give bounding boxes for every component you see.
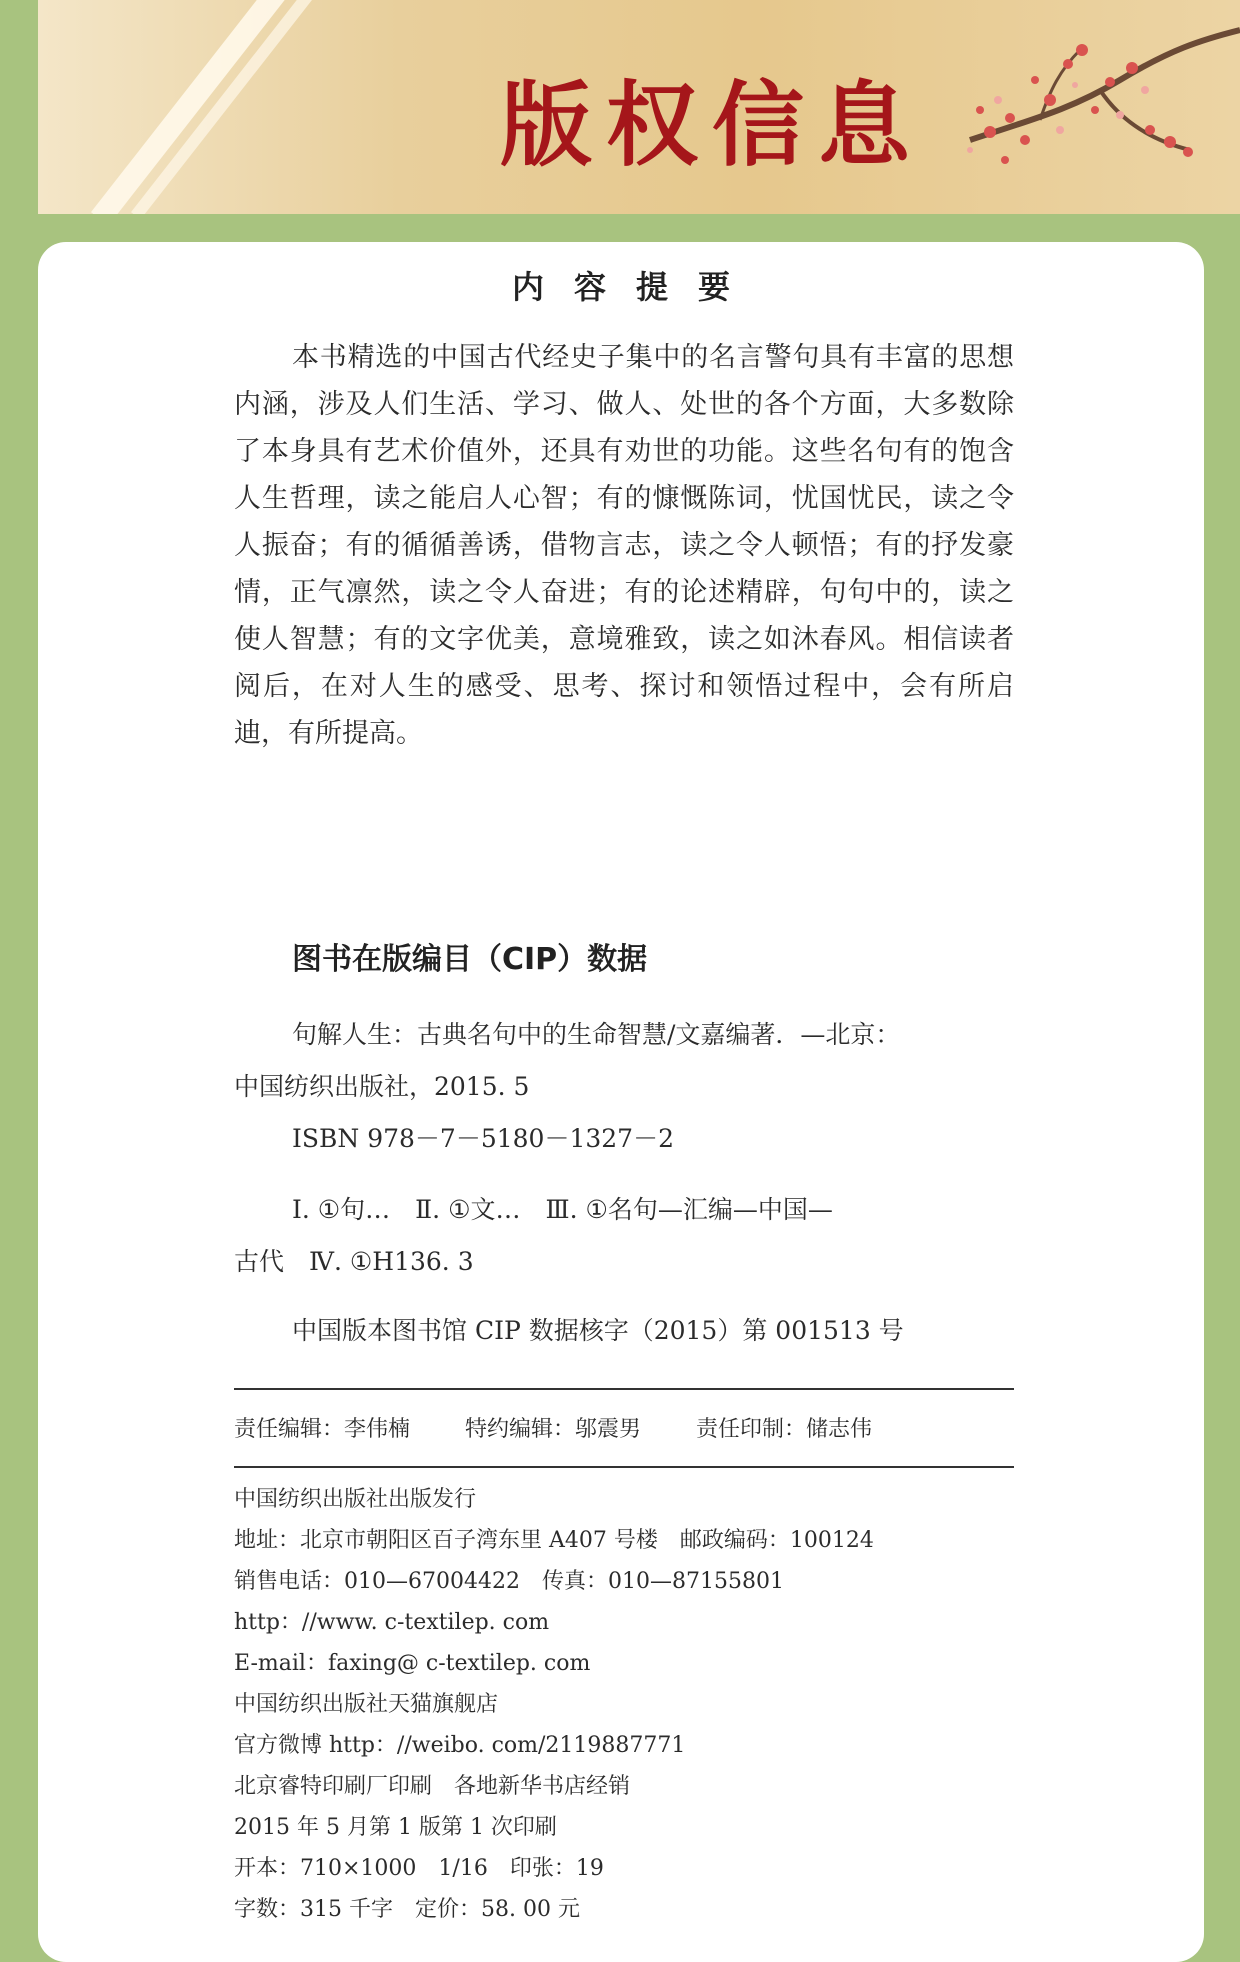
cip-line-2: 中国纺织出版社，2015. 5 xyxy=(234,1072,530,1101)
price-info: 字数：315 千字 定价：58. 00 元 xyxy=(234,1897,580,1922)
cip-classification-1: Ⅰ. ①句… Ⅱ. ①文… Ⅲ. ①名句—汇编—中国— xyxy=(292,1195,833,1224)
special-editor: 特约编辑：邬震男 xyxy=(465,1417,642,1442)
cip-title: 图书在版编目（CIP）数据 xyxy=(292,942,648,977)
cip-classification-2: 古代 Ⅳ. ①H136. 3 xyxy=(234,1247,474,1276)
publisher-weibo: 官方微博 http：//weibo. com/2119887771 xyxy=(234,1733,686,1758)
publisher-phone: 销售电话：010—67004422 传真：010—87155801 xyxy=(234,1569,784,1594)
banner-title: 版权信息 xyxy=(500,71,925,179)
print-supervisor: 责任印制：储志伟 xyxy=(696,1417,873,1442)
content-card xyxy=(38,242,1204,1962)
publisher-website: http：//www. c-textilep. com xyxy=(234,1610,550,1635)
publisher-email: E-mail：faxing@ c-textilep. com xyxy=(234,1651,591,1676)
cip-record-number: 中国版本图书馆 CIP 数据核字（2015）第 001513 号 xyxy=(292,1316,904,1345)
abstract-heading: 内容提要 xyxy=(511,268,760,306)
cip-line-1: 句解人生：古典名句中的生命智慧/文嘉编著．—北京： xyxy=(292,1020,901,1049)
publisher-address: 地址：北京市朝阳区百子湾东里 A407 号楼 邮政编码：100124 xyxy=(234,1528,874,1553)
divider-top xyxy=(234,1388,1014,1390)
divider-bottom xyxy=(234,1466,1014,1468)
header-banner xyxy=(38,0,1240,214)
abstract-body: 本书精选的中国古代经史子集中的名言警句具有丰富的思想内涵，涉及人们生活、学习、做人、处世的各个方面，大多数除了本身具有艺术价值外，还具有劝世的功能。这些名句有的饱含人生哲理，读之能启人心智；有的慷慨陈词，忧国忧民，读之令人振奋；有的循循善诱，借物言志，读之令人顿悟；有的抒发豪情，正气凛然，读之令人奋进；有的论述精辟，句句中的，读之使人智慧；有的文字优美，意境雅致，读之如沐春风。相信读者阅后，在对人生的感受、思考、探讨和领悟过程中，会有所启迪，有所提高。 xyxy=(234,342,1014,749)
format-info: 开本：710×1000 1/16 印张：19 xyxy=(234,1856,604,1881)
edition-info: 2015 年 5 月第 1 版第 1 次印刷 xyxy=(234,1815,557,1840)
staff-credits xyxy=(234,1412,920,1443)
cip-isbn: ISBN 978－7－5180－1327－2 xyxy=(292,1124,674,1153)
publisher-line: 中国纺织出版社出版发行 xyxy=(234,1487,477,1512)
plum-blossom-illustration xyxy=(950,20,1240,200)
printer-distributor: 北京睿特印刷厂印刷 各地新华书店经销 xyxy=(234,1774,631,1799)
publisher-tmall-store: 中国纺织出版社天猫旗舰店 xyxy=(234,1692,499,1717)
responsible-editor: 责任编辑：李伟楠 xyxy=(234,1417,411,1442)
